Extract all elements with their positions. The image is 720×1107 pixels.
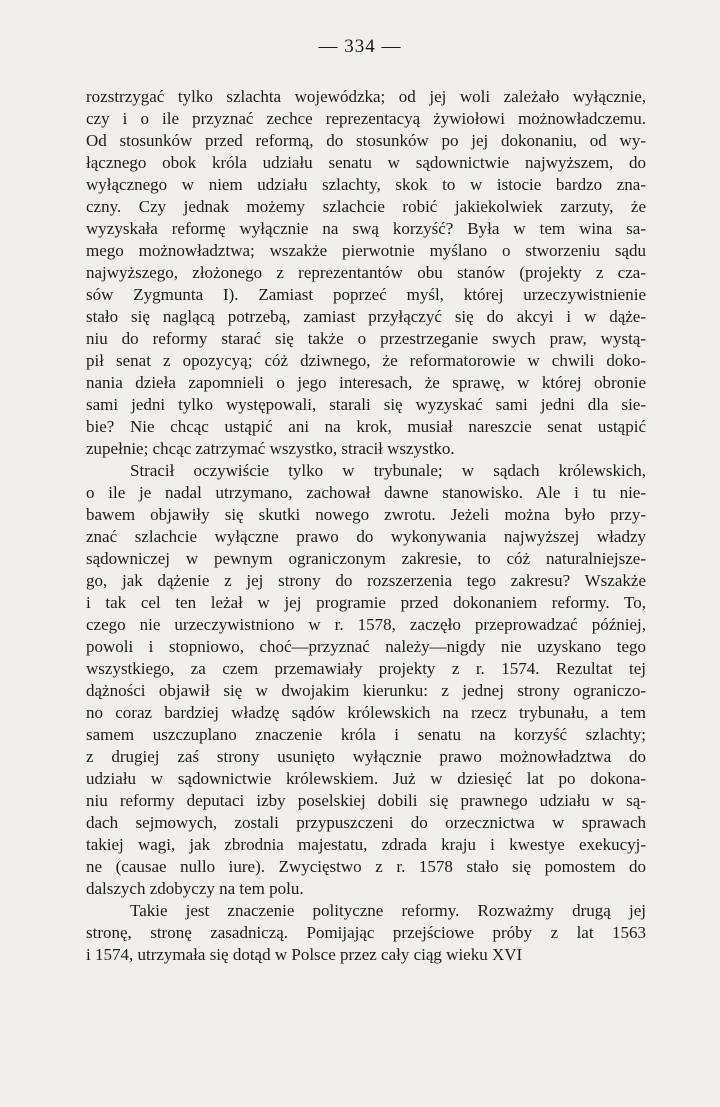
text-line: Takie jest znaczenie polityczne reformy. Rozważmy drugą jej <box>130 901 646 920</box>
text-line: wszystkiego, za czem przemawiały projekty z r. 1574. Rezultat tej <box>86 659 646 678</box>
text-line: ne (causae nullo iure). Zwycięstwo z r. 1578 stało się pomostem do <box>86 857 646 876</box>
text-line: łącznego obok króla udziału senatu w sądownictwie najwyższem, do <box>86 153 646 172</box>
text-line: sów Zygmunta I). Zamiast poprzeć myśl, której urzeczywistnienie <box>86 285 646 304</box>
text-line: pił senat z opozycyą; cóż dziwnego, że reformatorowie w chwili doko- <box>86 351 646 370</box>
text-line: bawem objawiły się skutki nowego zwrotu. Jeżeli można było przy- <box>86 505 646 524</box>
paragraph <box>86 900 646 966</box>
text-line: dążności objawił się w dwojakim kierunku: z jednej strony ograniczo- <box>86 681 646 700</box>
text-line: samem uszczuplano znaczenie króla i senatu na korzyść szlachty; <box>86 725 646 744</box>
text-line: go, jak dążenie z jej strony do rozszerzenia tego zakresu? Wszakże <box>86 571 646 590</box>
text-line: sami jedni tylko występowali, starali się wyzyskać sami jedni dla sie- <box>86 395 646 414</box>
text-line: takiej wagi, jak zbrodnia majestatu, zdrada kraju i kwestye exekucyj- <box>86 835 646 854</box>
text-line: bie? Nie chcąc ustąpić ani na krok, musiał nareszcie senat ustąpić <box>86 417 646 436</box>
text-line: stronę, stronę zasadniczą. Pomijając przejściowe próby z lat 1563 <box>86 923 646 942</box>
text-line: niu do reformy starać się także o przestrzeganie swych praw, wystą- <box>86 329 646 348</box>
text-line: czny. Czy jednak możemy szlachcie robić jakiekolwiek zarzuty, że <box>86 197 646 216</box>
paragraph <box>86 460 646 900</box>
body-text <box>86 86 646 966</box>
text-line: Stracił oczywiście tylko w trybunale; w sądach królewskich, <box>130 461 646 480</box>
text-line: zupełnie; chcąc zatrzymać wszystko, stracił wszystko. <box>86 439 455 458</box>
text-line: udziału w sądownictwie królewskiem. Już w dziesięć lat po dokona- <box>86 769 646 788</box>
text-line: sądowniczej w pewnym ograniczonym zakresie, to cóż naturalniejsze- <box>86 549 646 568</box>
text-line: mego możnowładztwa; wszakże pierwotnie myślano o stworzeniu sądu <box>86 241 646 260</box>
text-line: i tak cel ten leżał w jej programie przed dokonaniem reformy. To, <box>86 593 646 612</box>
text-line: czego nie urzeczywistniono w r. 1578, zaczęło przeprowadzać później, <box>86 615 646 634</box>
text-line: no coraz bardziej władzę sądów królewskich na rzecz trybunału, a tem <box>86 703 646 722</box>
text-line: i 1574, utrzymała się dotąd w Polsce przez cały ciąg wieku XVI <box>86 945 523 964</box>
text-line: wyłącznego w niem udziału szlachty, skok to w istocie bardzo zna- <box>86 175 646 194</box>
text-line: najwyższego, złożonego z reprezentantów obu stanów (projekty z cza- <box>86 263 646 282</box>
text-line: dach sejmowych, zostali przypuszczeni do orzecznictwa w sprawach <box>86 813 646 832</box>
text-line: wyzyskała reformę wyłącznie na swą korzyść? Była w tem wina sa- <box>86 219 646 238</box>
text-line: rozstrzygać tylko szlachta wojewódzka; od jej woli zależało wyłącznie, <box>86 87 646 106</box>
text-line: czy i o ile przyznać zechce reprezentacyą żywiołowi możnowładczemu. <box>86 109 646 128</box>
text-line: o ile je nadal utrzymano, zachował dawne stanowisko. Ale i tu nie- <box>86 483 646 502</box>
text-line: dalszych zdobyczy na tem polu. <box>86 879 304 898</box>
text-line: Od stosunków przed reformą, do stosunków po jej dokonaniu, od wy- <box>86 131 646 150</box>
text-line: niu reformy deputaci izby poselskiej dobili się prawnego udziału w są- <box>86 791 646 810</box>
text-line: powoli i stopniowo, choć—przyznać należy—nigdy nie uzyskano tego <box>86 637 646 656</box>
text-line: nania dzieła zapomnieli o jego interesach, że sprawę, w której obronie <box>86 373 646 392</box>
paragraph <box>86 86 646 460</box>
text-line: stało się naglącą potrzebą, zamiast przyłączyć się do akcyi i w dąże- <box>86 307 646 326</box>
page-number: — 334 — <box>318 36 402 57</box>
text-line: znać szlachcie wyłączne prawo do wykonywania najwyższej władzy <box>86 527 646 546</box>
text-line: z drugiej zaś strony usunięto wyłącznie prawo możnowładztwa do <box>86 747 646 766</box>
